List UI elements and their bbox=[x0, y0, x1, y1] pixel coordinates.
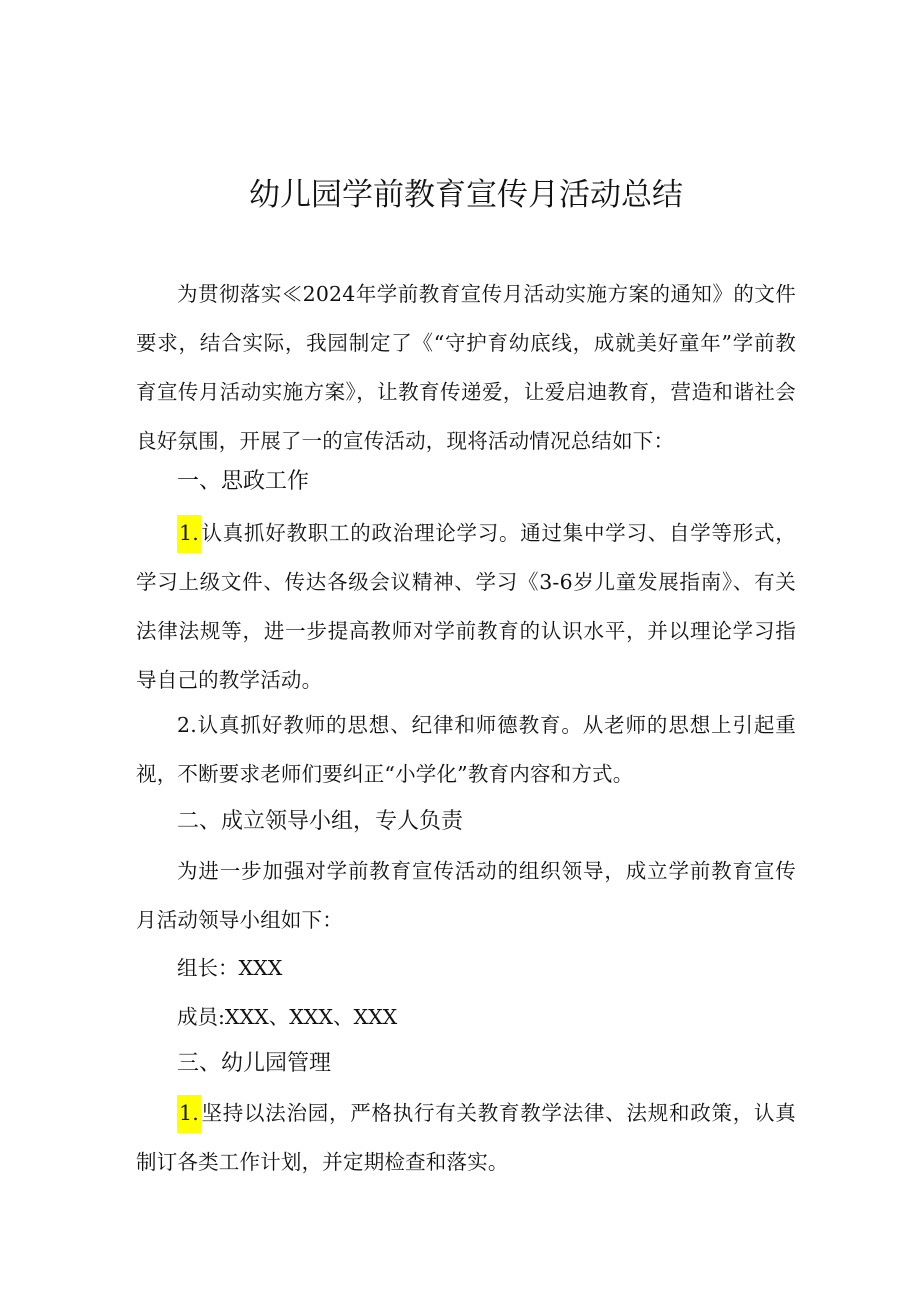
section-1-item-2-number: 2. bbox=[177, 713, 197, 737]
section-1-item-2-text: 认真抓好教师的思想、纪律和师德教育。从老师的思想上引起重视，不断要求老师们要纠正“小学化”教育内容和方式。 bbox=[136, 713, 796, 786]
group-leader: 组长：XXX bbox=[177, 956, 283, 980]
section-1-item-1 bbox=[136, 509, 796, 705]
section-1-item-2 bbox=[136, 701, 796, 799]
document-title: 幼儿园学前教育宣传月活动总结 bbox=[249, 177, 683, 213]
section-2-paragraph: 为进一步加强对学前教育宣传活动的组织领导，成立学前教育宣传月活动领导小组如下： bbox=[136, 859, 796, 932]
intro-paragraph: 为贯彻落实≪2024年学前教育宣传月活动实施方案的通知》的文件要求，结合实际，我园制定了《“守护育幼底线，成就美好童年”学前教育宣传月活动实施方案》，让教育传递爱，让爱启迪教育，营造和谐社会良好氛围，开展了一的宣传活动，现将活动情况总结如下： bbox=[136, 282, 796, 453]
highlighted-item-number: 1. bbox=[177, 515, 201, 553]
section-3-item-1-text: 坚持以法治园，严格执行有关教育教学法律、法规和政策，认真制订各类工作计划，并定期检查和落实。 bbox=[136, 1101, 796, 1174]
section-3-item-1 bbox=[136, 1089, 796, 1187]
section-heading-2: 二、成立领导小组，专人负责 bbox=[177, 809, 464, 834]
group-members: 成员:XXX、XXX、XXX bbox=[177, 1005, 398, 1029]
highlighted-item-number: 1. bbox=[177, 1095, 201, 1133]
section-1-item-1-text: 认真抓好教职工的政治理论学习。通过集中学习、自学等形式，学习上级文件、传达各级会议精神、学习《3-6岁儿童发展指南》、有关法律法规等，进一步提高教师对学前教育的认识水平，并以理论学习指导自己的教学活动。 bbox=[136, 521, 796, 692]
section-heading-1: 一、思政工作 bbox=[177, 469, 310, 494]
section-heading-3: 三、幼儿园管理 bbox=[177, 1051, 332, 1076]
